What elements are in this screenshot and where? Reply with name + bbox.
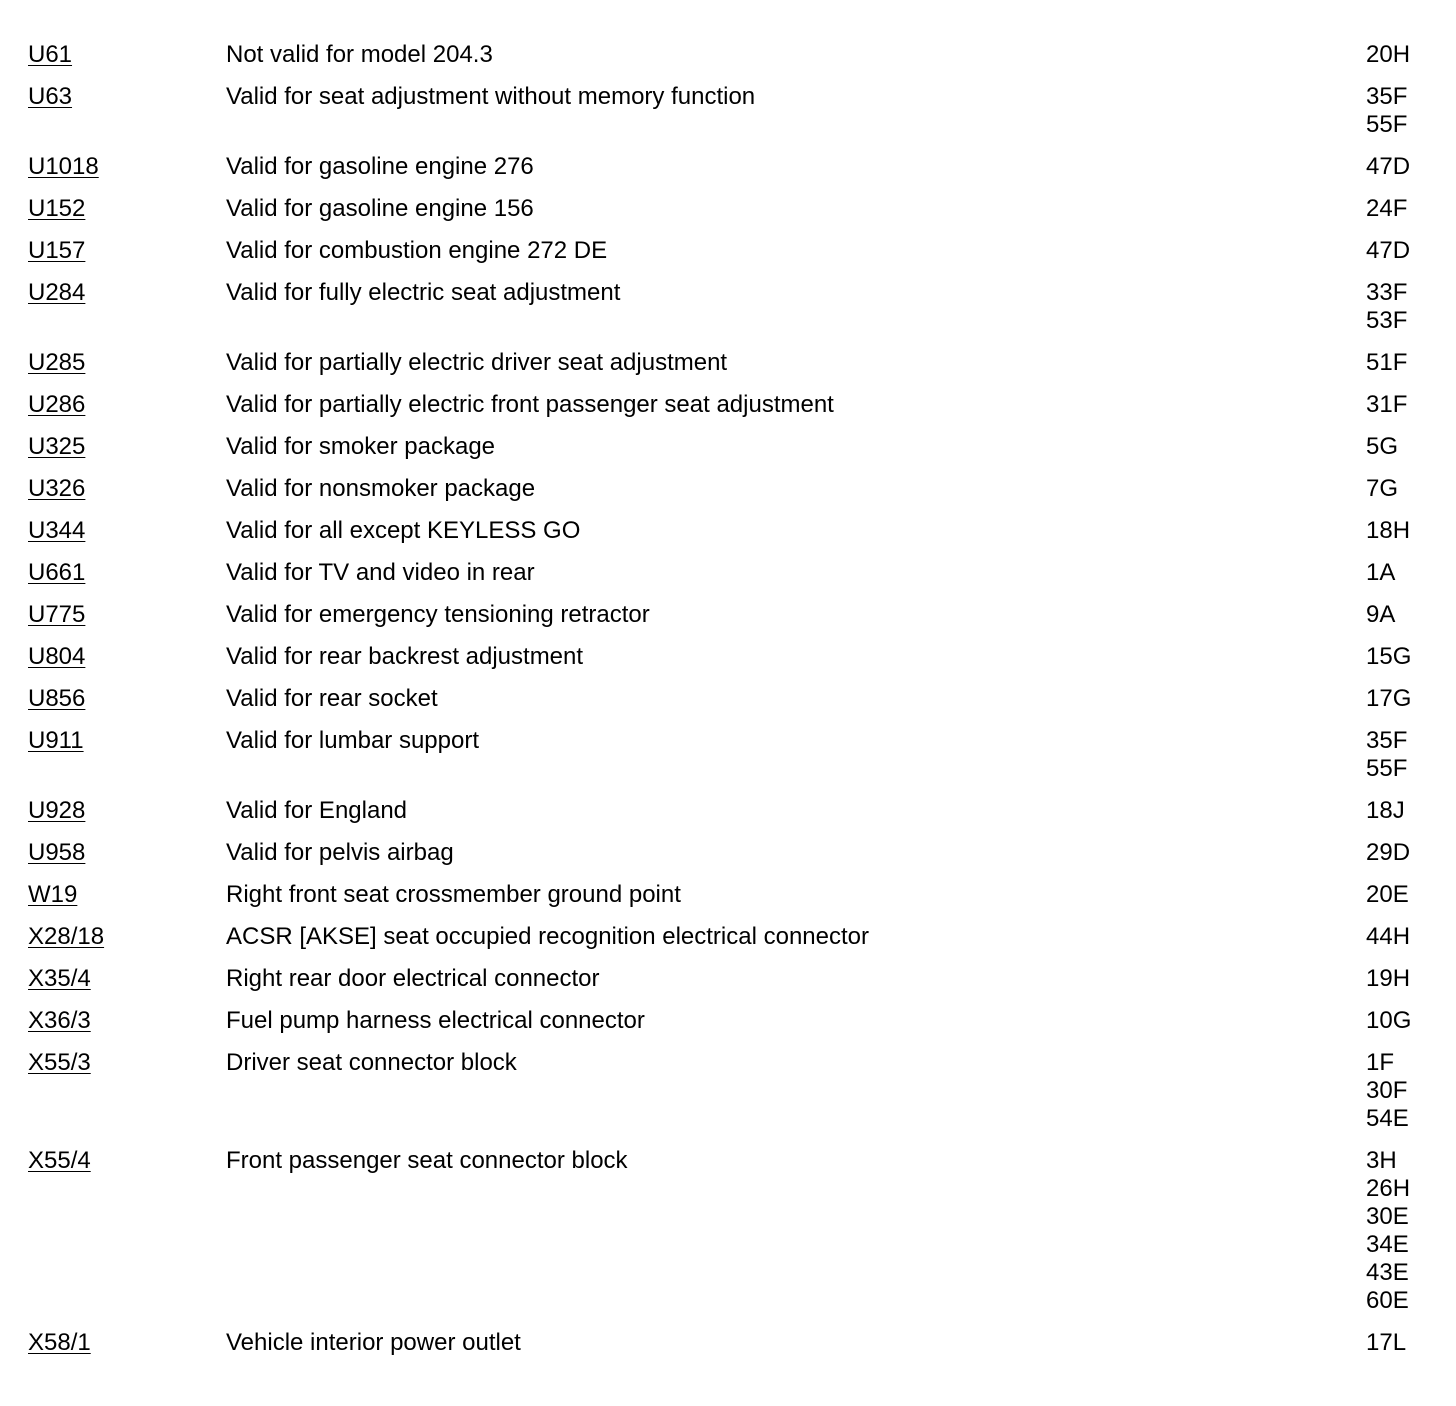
grid-reference: 35F [1366,727,1408,754]
component-description: Valid for rear socket [226,685,438,712]
grid-reference-list [1366,643,1428,671]
grid-reference: 44H [1366,923,1411,950]
legend-row [28,433,1428,461]
component-description: Not valid for model 204.3 [226,41,493,68]
legend-row [28,195,1428,223]
component-legend-table [28,41,1428,1371]
grid-reference-list [1366,559,1428,587]
component-code-link[interactable]: U804 [28,643,86,670]
component-description: Valid for partially electric driver seat adjustment [226,349,728,376]
grid-reference: 30F [1366,1077,1408,1104]
grid-reference: 17G [1366,685,1412,712]
component-code-link[interactable]: U958 [28,839,86,866]
grid-reference-list [1366,41,1428,69]
component-description: Valid for TV and video in rear [226,559,535,586]
legend-row [28,349,1428,377]
grid-reference: 9A [1366,601,1396,628]
component-description: Valid for all except KEYLESS GO [226,517,581,544]
component-description: Valid for lumbar support [226,727,480,754]
grid-reference-list [1366,1147,1428,1315]
grid-reference: 47D [1366,153,1411,180]
grid-reference: 19H [1366,965,1411,992]
grid-reference: 3H [1366,1147,1397,1174]
legend-row [28,797,1428,825]
component-description: Valid for rear backrest adjustment [226,643,584,670]
component-code-link[interactable]: U856 [28,685,86,712]
grid-reference-list [1366,685,1428,713]
component-code-link[interactable]: U284 [28,279,86,306]
legend-row [28,1007,1428,1035]
legend-row [28,923,1428,951]
component-description: Right rear door electrical connector [226,965,600,992]
component-code-link[interactable]: U775 [28,601,86,628]
grid-reference: 34E [1366,1231,1409,1258]
grid-reference-list [1366,965,1428,993]
grid-reference: 43E [1366,1259,1409,1286]
grid-reference: 35F [1366,83,1408,110]
grid-reference-list [1366,349,1428,377]
grid-reference: 18J [1366,797,1405,824]
grid-reference: 1F [1366,1049,1395,1076]
grid-reference: 15G [1366,643,1412,670]
component-description: Valid for nonsmoker package [226,475,536,502]
grid-reference: 31F [1366,391,1408,418]
legend-row [28,1049,1428,1133]
component-code-link[interactable]: X35/4 [28,965,91,992]
grid-reference: 26H [1366,1175,1411,1202]
grid-reference: 53F [1366,307,1408,334]
legend-row [28,839,1428,867]
component-description: Valid for fully electric seat adjustment [226,279,621,306]
legend-row [28,965,1428,993]
legend-row [28,153,1428,181]
grid-reference-list [1366,1049,1428,1133]
grid-reference-list [1366,391,1428,419]
legend-row [28,643,1428,671]
grid-reference: 33F [1366,279,1408,306]
grid-reference: 51F [1366,349,1408,376]
grid-reference-list [1366,1329,1428,1357]
component-description: Valid for pelvis airbag [226,839,454,866]
grid-reference-list [1366,1007,1428,1035]
grid-reference: 24F [1366,195,1408,222]
component-code-link[interactable]: X36/3 [28,1007,91,1034]
component-description: Valid for gasoline engine 276 [226,153,534,180]
grid-reference-list [1366,797,1428,825]
grid-reference-list [1366,475,1428,503]
component-description: Valid for emergency tensioning retractor [226,601,650,628]
component-code-link[interactable]: U286 [28,391,86,418]
legend-row [28,727,1428,783]
component-code-link[interactable]: U61 [28,41,73,68]
grid-reference: 18H [1366,517,1411,544]
legend-row [28,1147,1428,1315]
component-code-link[interactable]: U344 [28,517,86,544]
grid-reference: 54E [1366,1105,1409,1132]
legend-row [28,559,1428,587]
component-code-link[interactable]: U325 [28,433,86,460]
grid-reference-list [1366,195,1428,223]
component-code-link[interactable]: W19 [28,881,78,908]
component-code-link[interactable]: X28/18 [28,923,105,950]
grid-reference: 29D [1366,839,1411,866]
component-code-link[interactable]: X55/3 [28,1049,91,1076]
component-description: Fuel pump harness electrical connector [226,1007,645,1034]
grid-reference: 55F [1366,755,1408,782]
component-description: Valid for England [226,797,408,824]
grid-reference: 1A [1366,559,1396,586]
legend-row [28,391,1428,419]
grid-reference-list [1366,601,1428,629]
component-description: Valid for seat adjustment without memory function [226,83,756,110]
component-description: Valid for gasoline engine 156 [226,195,534,222]
grid-reference-list [1366,83,1428,139]
component-description: Valid for smoker package [226,433,496,460]
grid-reference-list [1366,517,1428,545]
grid-reference-list [1366,923,1428,951]
grid-reference: 7G [1366,475,1399,502]
grid-reference-list [1366,881,1428,909]
component-code-link[interactable]: U63 [28,83,73,110]
legend-row [28,517,1428,545]
legend-row [28,601,1428,629]
component-code-link[interactable]: U911 [28,727,84,754]
legend-row [28,41,1428,69]
component-code-link[interactable]: U157 [28,237,86,264]
grid-reference-list [1366,153,1428,181]
legend-row [28,881,1428,909]
legend-row [28,279,1428,335]
component-description: Valid for combustion engine 272 DE [226,237,608,264]
component-description: Front passenger seat connector block [226,1147,628,1174]
component-code-link[interactable]: X55/4 [28,1147,91,1174]
component-code-link[interactable]: U928 [28,797,86,824]
legend-row [28,1329,1428,1357]
grid-reference: 47D [1366,237,1411,264]
grid-reference-list [1366,279,1428,335]
component-code-link[interactable]: U661 [28,559,86,586]
grid-reference: 20H [1366,41,1411,68]
grid-reference: 10G [1366,1007,1412,1034]
component-description: ACSR [AKSE] seat occupied recognition electrical connector [226,923,869,950]
legend-row [28,237,1428,265]
legend-row [28,475,1428,503]
legend-row [28,83,1428,139]
component-code-link[interactable]: U285 [28,349,86,376]
component-code-link[interactable]: X58/1 [28,1329,91,1356]
grid-reference: 20E [1366,881,1409,908]
component-code-link[interactable]: U326 [28,475,86,502]
grid-reference: 5G [1366,433,1399,460]
grid-reference: 30E [1366,1203,1409,1230]
component-description: Right front seat crossmember ground point [226,881,681,908]
component-description: Valid for partially electric front passenger seat adjustment [226,391,834,418]
legend-row [28,685,1428,713]
component-code-link[interactable]: U152 [28,195,86,222]
component-code-link[interactable]: U1018 [28,153,99,180]
grid-reference: 60E [1366,1287,1409,1314]
grid-reference-list [1366,839,1428,867]
grid-reference-list [1366,727,1428,783]
component-description: Vehicle interior power outlet [226,1329,521,1356]
component-description: Driver seat connector block [226,1049,517,1076]
grid-reference-list [1366,433,1428,461]
grid-reference: 17L [1366,1329,1407,1356]
grid-reference: 55F [1366,111,1408,138]
grid-reference-list [1366,237,1428,265]
